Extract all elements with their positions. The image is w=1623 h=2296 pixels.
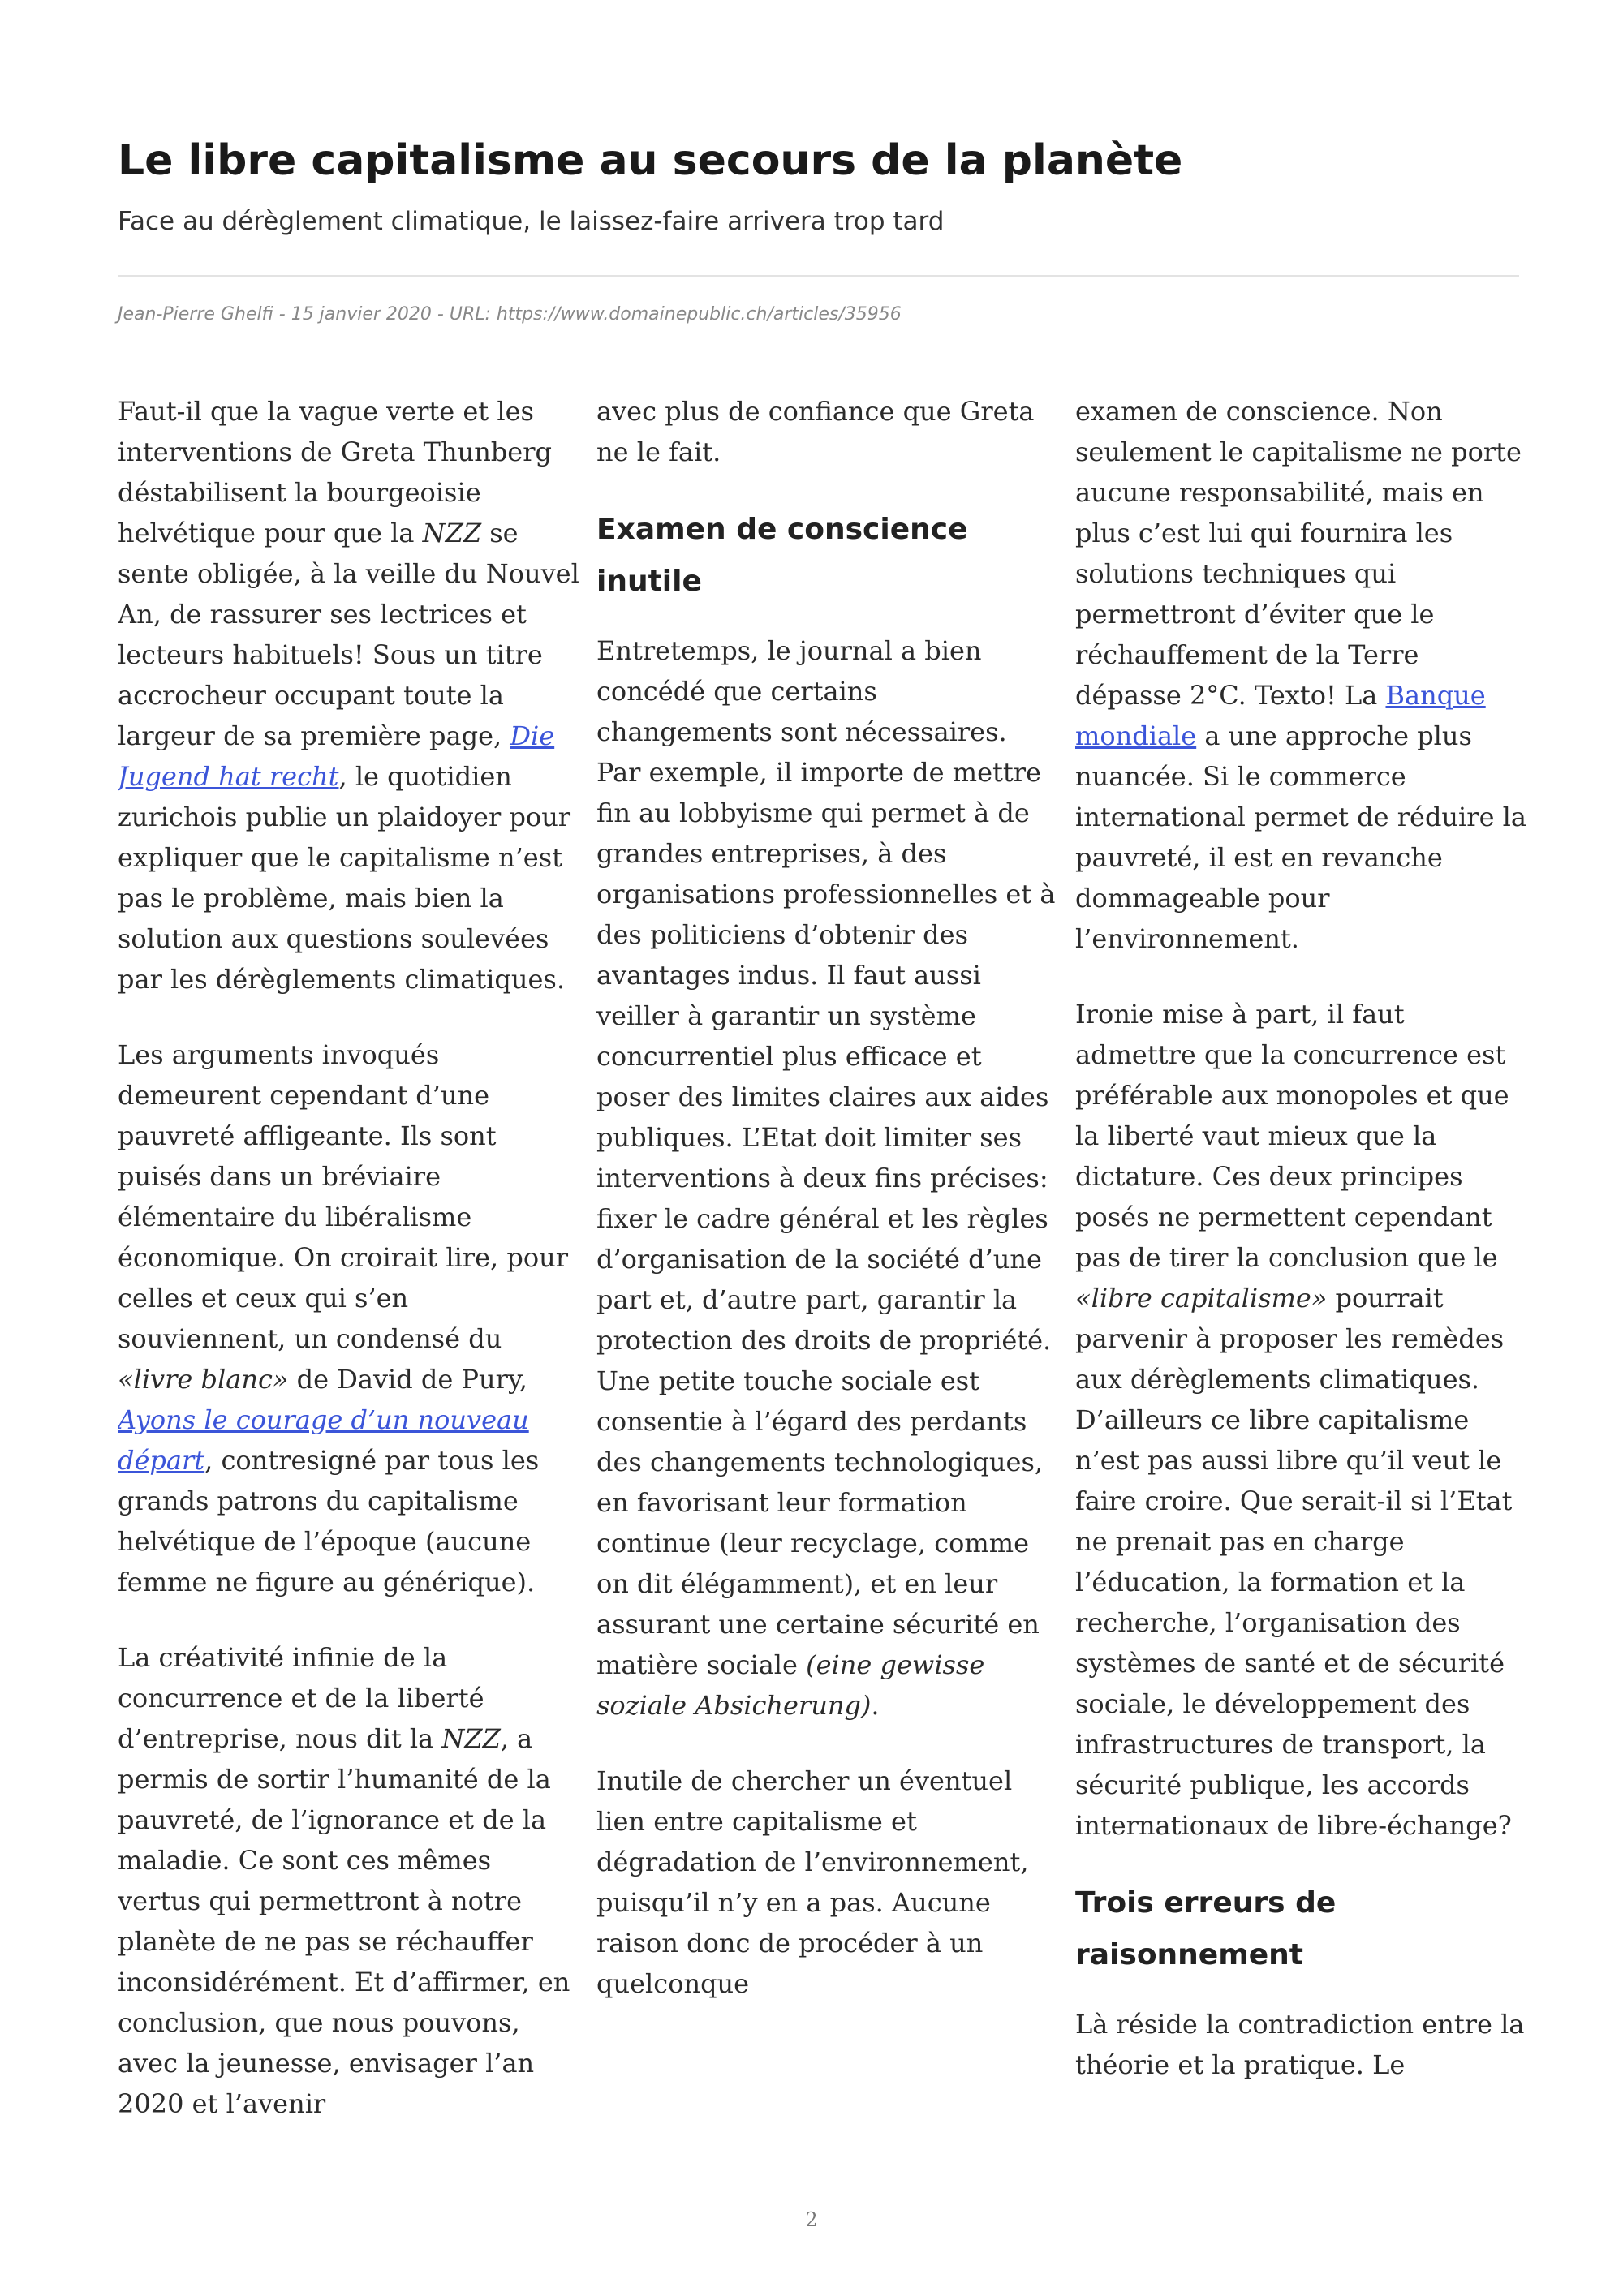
paragraph: Là réside la contradiction entre la théorie et la pratique. Le xyxy=(1075,2009,1525,2080)
paragraph: Les arguments invoqués demeurent cependant d’une pauvreté affligeante. Ils sont puisés dans un bréviaire élémentaire du libéralisme économique. On croirait lire, pour celles et ceux qui s’en souviennent, un condensé du «livre blanc» de David de Pury, Ayons le courage d’un nouveau départ, contresigné par tous les grands patrons du capitalisme helvétique de l’époque (aucune femme ne figure au générique). xyxy=(118,1039,569,1597)
article-subtitle: Face au dérèglement climatique, le laissez-faire arrivera trop tard xyxy=(118,207,945,236)
paragraph: examen de conscience. Non seulement le capitalisme ne porte aucune responsabilité, mais en plus c’est lui qui fournira les solutions techniques qui permettront d’éviter que le réchauffement de la Terre dépasse 2°C. Texto! La Banque mondiale a une approche plus nuancée. Si le commerce international permet de réduire la pauvreté, il est en revanche dommageable pour l’environnement. xyxy=(1075,396,1526,954)
page-number: 2 xyxy=(805,2208,818,2231)
paragraph: Faut-il que la vague verte et les interventions de Greta Thunberg déstabilisent la bourgeoisie helvétique pour que la NZZ se sente obligée, à la veille du Nouvel An, de rassurer ses lectrices et lecteurs habituels! Sous un titre accrocheur occupant toute la largeur de sa première page, Die Jugend hat recht, le quotidien zurichois publie un plaidoyer pour expliquer que le capitalisme n’est pas le problème, mais bien la solution aux questions soulevées par les dérèglements climatiques. xyxy=(118,396,579,995)
column-3 xyxy=(1075,391,1530,2176)
link-ayons-le-courage[interactable]: Ayons le courage d’un nouveau départ xyxy=(118,1404,529,1476)
nzz-ref: NZZ xyxy=(422,518,482,548)
section-heading: Trois erreurs de raisonnement xyxy=(1075,1886,1337,1971)
column-1 xyxy=(118,391,580,2176)
paragraph: Inutile de chercher un éventuel lien entre capitalisme et dégradation de l’environnement, puisqu’il n’y en a pas. Aucune raison donc de procéder à un quelconque xyxy=(596,1765,1029,1999)
section-heading: Examen de conscience inutile xyxy=(596,513,968,598)
header-divider xyxy=(118,275,1519,277)
paragraph: Entretemps, le journal a bien concédé que certains changements sont nécessaires. Par exemple, il importe de mettre fin au lobbyisme qui permet à de grandes entreprises, à des organisations professionnelles et à des politiciens d’obtenir des avantages indus. Il faut aussi veiller à garantir un système concurrentiel plus efficace et poser des limites claires aux aides publiques. L’Etat doit limiter ses interventions à deux fins précises: fixer le cadre général et les règles d’organisation de la société d’une part et, d’autre part, garantir la protection des droits de propriété. Une petite touche sociale est consentie à l’égard des perdants des changements technologiques, en favorisant leur formation continue (leur recyclage, comme on dit élégamment), et en leur assurant une certaine sécurité en matière sociale (eine gewisse soziale Absicherung). xyxy=(596,635,1056,1721)
column-2 xyxy=(596,391,1059,2176)
paragraph: La créativité infinie de la concurrence et de la liberté d’entreprise, nous dit la NZZ, a permis de sortir l’humanité de la pauvreté, de l’ignorance et de la maladie. Ce sont ces mêmes vertus qui permettront à notre planète de ne pas se réchauffer inconsidérément. Et d’affirmer, en conclusion, que nous pouvons, avec la jeunesse, envisager l’an 2020 et l’avenir xyxy=(118,1642,570,2119)
paragraph: avec plus de confiance que Greta ne le fait. xyxy=(596,396,1035,467)
link-die-jugend-hat-recht[interactable]: Die Jugend hat recht xyxy=(118,720,555,792)
paragraph: Ironie mise à part, il faut admettre que la concurrence est préférable aux monopoles et que la liberté vaut mieux que la dictature. Ces deux principes posés ne permettent cependant pas de tirer la conclusion que le «libre capitalisme» pourrait parvenir à proposer les remèdes aux dérèglements climatiques. D’ailleurs ce libre capitalisme n’est pas aussi libre qu’il veut le faire croire. Que serait-il si l’Etat ne prenait pas en charge l’éducation, la formation et la recherche, l’organisation des systèmes de santé et de sécurité sociale, le développement des infrastructures de transport, la sécurité publique, les accords internationaux de libre-échange? xyxy=(1075,999,1513,1841)
link-banque-mondiale[interactable]: Banque mondiale xyxy=(1075,680,1486,751)
article-meta: Jean-Pierre Ghelfi - 15 janvier 2020 - URL: https://www.domainepublic.ch/articles/35956 xyxy=(118,304,902,325)
nzz-ref: NZZ xyxy=(441,1723,501,1754)
article-title: Le libre capitalisme au secours de la planète xyxy=(118,136,1183,185)
